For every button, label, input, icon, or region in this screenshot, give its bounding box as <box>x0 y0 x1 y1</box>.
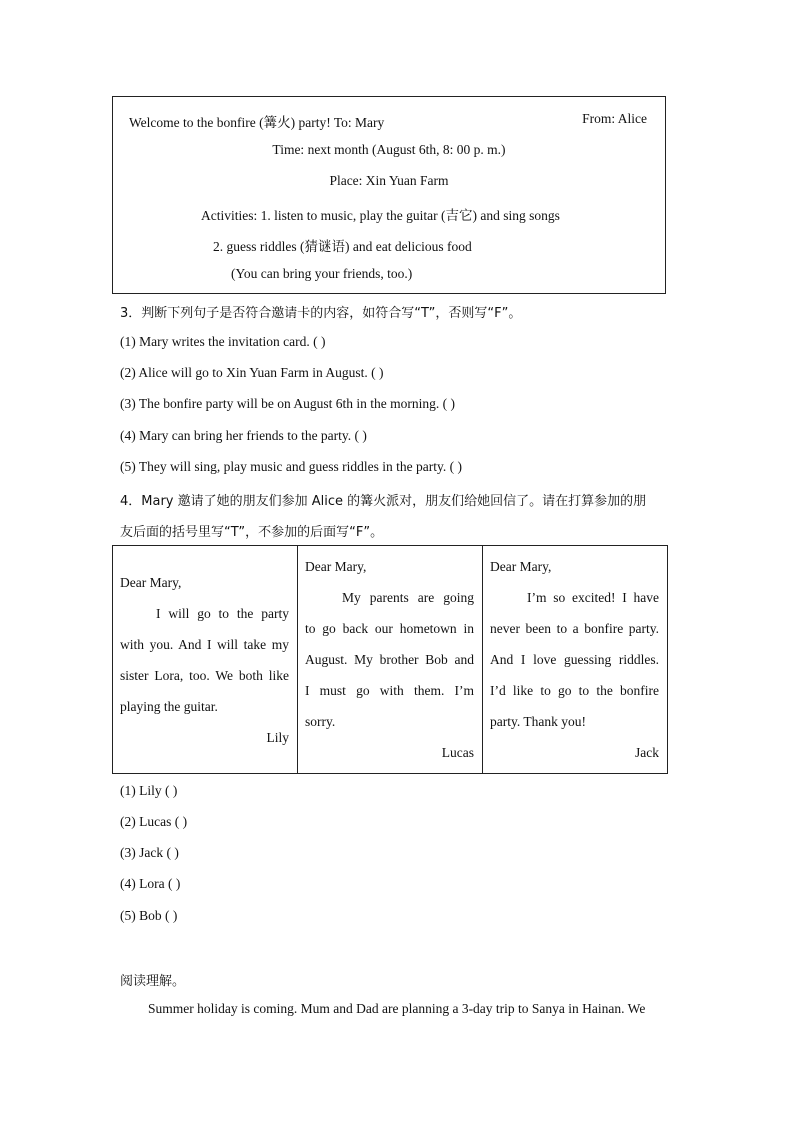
letter-body-line: playing the guitar. <box>120 699 218 714</box>
letter-body-line: I’d like to go to the bonfire <box>490 683 659 698</box>
letter-body-line: sorry. <box>305 714 336 729</box>
q3-item-3: (3) The bonfire party will be on August 6th in the morning. ( ) <box>120 396 455 411</box>
letter-body-line: I will go to the party <box>156 606 289 621</box>
letter-greeting: Dear Mary, <box>305 559 367 574</box>
q4-instruction-line2: 友后面的括号里写“T”，不参加的后面写“F”。 <box>120 525 384 540</box>
letter-greeting: Dear Mary, <box>490 559 552 574</box>
letter-body-line: I must go with them. I’m <box>305 683 474 698</box>
letter-body-line: to go back our hometown in <box>305 621 474 636</box>
q4-item-2: (2) Lucas ( ) <box>120 814 188 829</box>
letter-body-line: And I love guessing riddles. <box>490 652 659 667</box>
letter-body-line: August. My brother Bob and <box>305 652 474 667</box>
invitation-card <box>112 96 666 294</box>
q4-item-4: (4) Lora ( ) <box>120 876 181 891</box>
letter-lily <box>113 546 297 773</box>
q3-item-1: (1) Mary writes the invitation card. ( ) <box>120 334 326 349</box>
letter-lucas <box>297 546 482 773</box>
invitation-activities-2: 2. guess riddles (猜谜语) and eat delicious food <box>213 239 472 254</box>
letter-body-line: sister Lora, too. We both like <box>120 668 289 683</box>
q3-item-5: (5) They will sing, play music and guess riddles in the party. ( ) <box>120 459 462 474</box>
letter-signature: Lucas <box>441 745 474 760</box>
reading-first-line: Summer holiday is coming. Mum and Dad are planning a 3-day trip to Sanya in Hainan. We <box>148 1001 646 1016</box>
letter-signature: Lily <box>266 730 289 745</box>
letter-body-line: party. Thank you! <box>490 714 586 729</box>
letter-body-line: with you. And I will take my <box>120 637 289 652</box>
invitation-activities-1: Activities: 1. listen to music, play the guitar (吉它) and sing songs <box>201 208 560 223</box>
invitation-note: (You can bring your friends, too.) <box>231 266 413 281</box>
q3-item-2: (2) Alice will go to Xin Yuan Farm in August. ( ) <box>120 365 384 380</box>
q4-item-1: (1) Lily ( ) <box>120 783 178 798</box>
letter-jack <box>482 546 667 773</box>
letter-body-line: My parents are going <box>342 590 474 605</box>
letter-greeting: Dear Mary, <box>120 575 182 590</box>
q3-item-4: (4) Mary can bring her friends to the party. ( ) <box>120 428 367 443</box>
letter-body-line: I’m so excited! I have <box>527 590 659 605</box>
letter-body-line: never been to a bonfire party. <box>490 621 659 636</box>
reading-heading: 阅读理解。 <box>120 974 186 989</box>
invitation-time: Time: next month (August 6th, 8: 00 p. m.) <box>272 142 506 157</box>
letters-table <box>112 545 668 774</box>
q4-instruction-line1: 4．Mary 邀请了她的朋友们参加 Alice 的篝火派对，朋友们给她回信了。请在打算参加的朋 <box>120 494 647 509</box>
invitation-greeting: Welcome to the bonfire (篝火) party! To: Mary <box>129 115 385 130</box>
q4-item-5: (5) Bob ( ) <box>120 908 178 923</box>
invitation-place: Place: Xin Yuan Farm <box>329 173 449 188</box>
q4-item-3: (3) Jack ( ) <box>120 845 179 860</box>
invitation-from: From: Alice <box>582 111 647 126</box>
letter-signature: Jack <box>635 745 659 760</box>
q3-instruction: 3．判断下列句子是否符合邀请卡的内容，如符合写“T”，否则写“F”。 <box>120 306 522 321</box>
